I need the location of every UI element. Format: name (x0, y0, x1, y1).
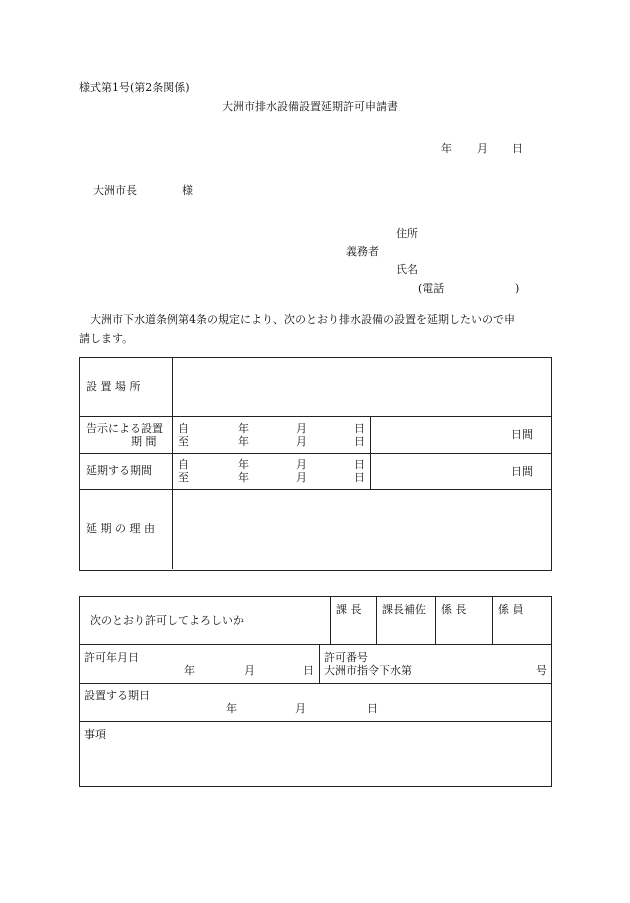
extension-days: 日間 (511, 465, 533, 478)
page-title: 大洲市排水設備設置延期許可申請書 (222, 100, 398, 113)
body-text-line1: 大洲市下水道条例第4条の規定により、次のとおり排水設備の設置を延期したいので申 (90, 313, 515, 326)
stamp-staff: 係 員 (498, 603, 524, 616)
table1-col-divider (172, 358, 173, 569)
install-date-month: 月 (295, 702, 306, 715)
addressee-name: 大洲市長 (93, 184, 137, 197)
stamp-subsection-chief: 係 長 (441, 603, 467, 616)
permit-date-month: 月 (244, 664, 255, 677)
extension-from: 自 (178, 458, 189, 471)
table1-row-divider (79, 416, 551, 417)
phone-close: ) (515, 282, 520, 295)
extension-to-year: 年 (238, 471, 249, 484)
approval-row-divider (79, 721, 551, 722)
install-date-day: 日 (367, 702, 378, 715)
stamp-assistant-chief: 課長補佐 (382, 603, 426, 616)
address-label: 住所 (396, 227, 418, 240)
date-year: 年 (441, 142, 452, 155)
name-label: 氏名 (396, 263, 418, 276)
extension-period-label: 延期する期間 (86, 464, 152, 477)
date-month: 月 (477, 142, 488, 155)
stamp-divider (330, 597, 331, 644)
stamp-divider (492, 597, 493, 644)
notified-from-year: 年 (238, 422, 249, 435)
extension-from-month: 月 (296, 458, 307, 471)
table1-row-divider (79, 489, 551, 490)
notified-to: 至 (178, 435, 189, 448)
install-date-year: 年 (226, 702, 237, 715)
permit-date-label: 許可年月日 (84, 651, 139, 664)
approval-question: 次のとおり許可してよろしいか (90, 614, 244, 627)
phone-open: (電話 (418, 282, 445, 295)
extension-to-month: 月 (296, 471, 307, 484)
notified-to-year: 年 (238, 435, 249, 448)
reason-label: 延 期 の 理 由 (86, 522, 155, 535)
stamp-divider (376, 597, 377, 644)
install-date-label: 設置する期日 (84, 689, 150, 702)
obligor-label: 義務者 (346, 245, 379, 258)
stamp-divider (435, 597, 436, 644)
notified-period-label-2: 期 間 (131, 435, 157, 448)
notified-from: 自 (178, 422, 189, 435)
notified-from-day: 日 (354, 422, 365, 435)
notified-from-month: 月 (296, 422, 307, 435)
permit-date-year: 年 (184, 664, 195, 677)
permit-date-day: 日 (303, 664, 314, 677)
permit-number-prefix: 大洲市指令下水第 (324, 664, 412, 677)
addressee-honorific: 様 (182, 184, 193, 197)
notified-period-label-1: 告示による設置 (86, 422, 163, 435)
approval-row-divider (79, 683, 551, 684)
matters-label: 事項 (84, 728, 106, 741)
extension-from-day: 日 (354, 458, 365, 471)
table1-days-divider (370, 416, 371, 489)
date-day: 日 (512, 142, 523, 155)
body-text-line2: 請します。 (79, 332, 134, 345)
permit-number-label: 許可番号 (324, 651, 368, 664)
extension-to-day: 日 (354, 471, 365, 484)
form-number: 様式第1号(第2条関係) (79, 81, 190, 94)
table1-row-divider (79, 453, 551, 454)
notified-days: 日間 (511, 428, 533, 441)
extension-from-year: 年 (238, 458, 249, 471)
notified-to-month: 月 (296, 435, 307, 448)
location-label: 設 置 場 所 (86, 380, 141, 393)
notified-to-day: 日 (354, 435, 365, 448)
stamp-section-chief: 課 長 (336, 603, 362, 616)
approval-row-divider (79, 644, 551, 645)
permit-number-suffix: 号 (536, 664, 547, 677)
permit-divider (319, 644, 320, 683)
extension-to: 至 (178, 471, 189, 484)
